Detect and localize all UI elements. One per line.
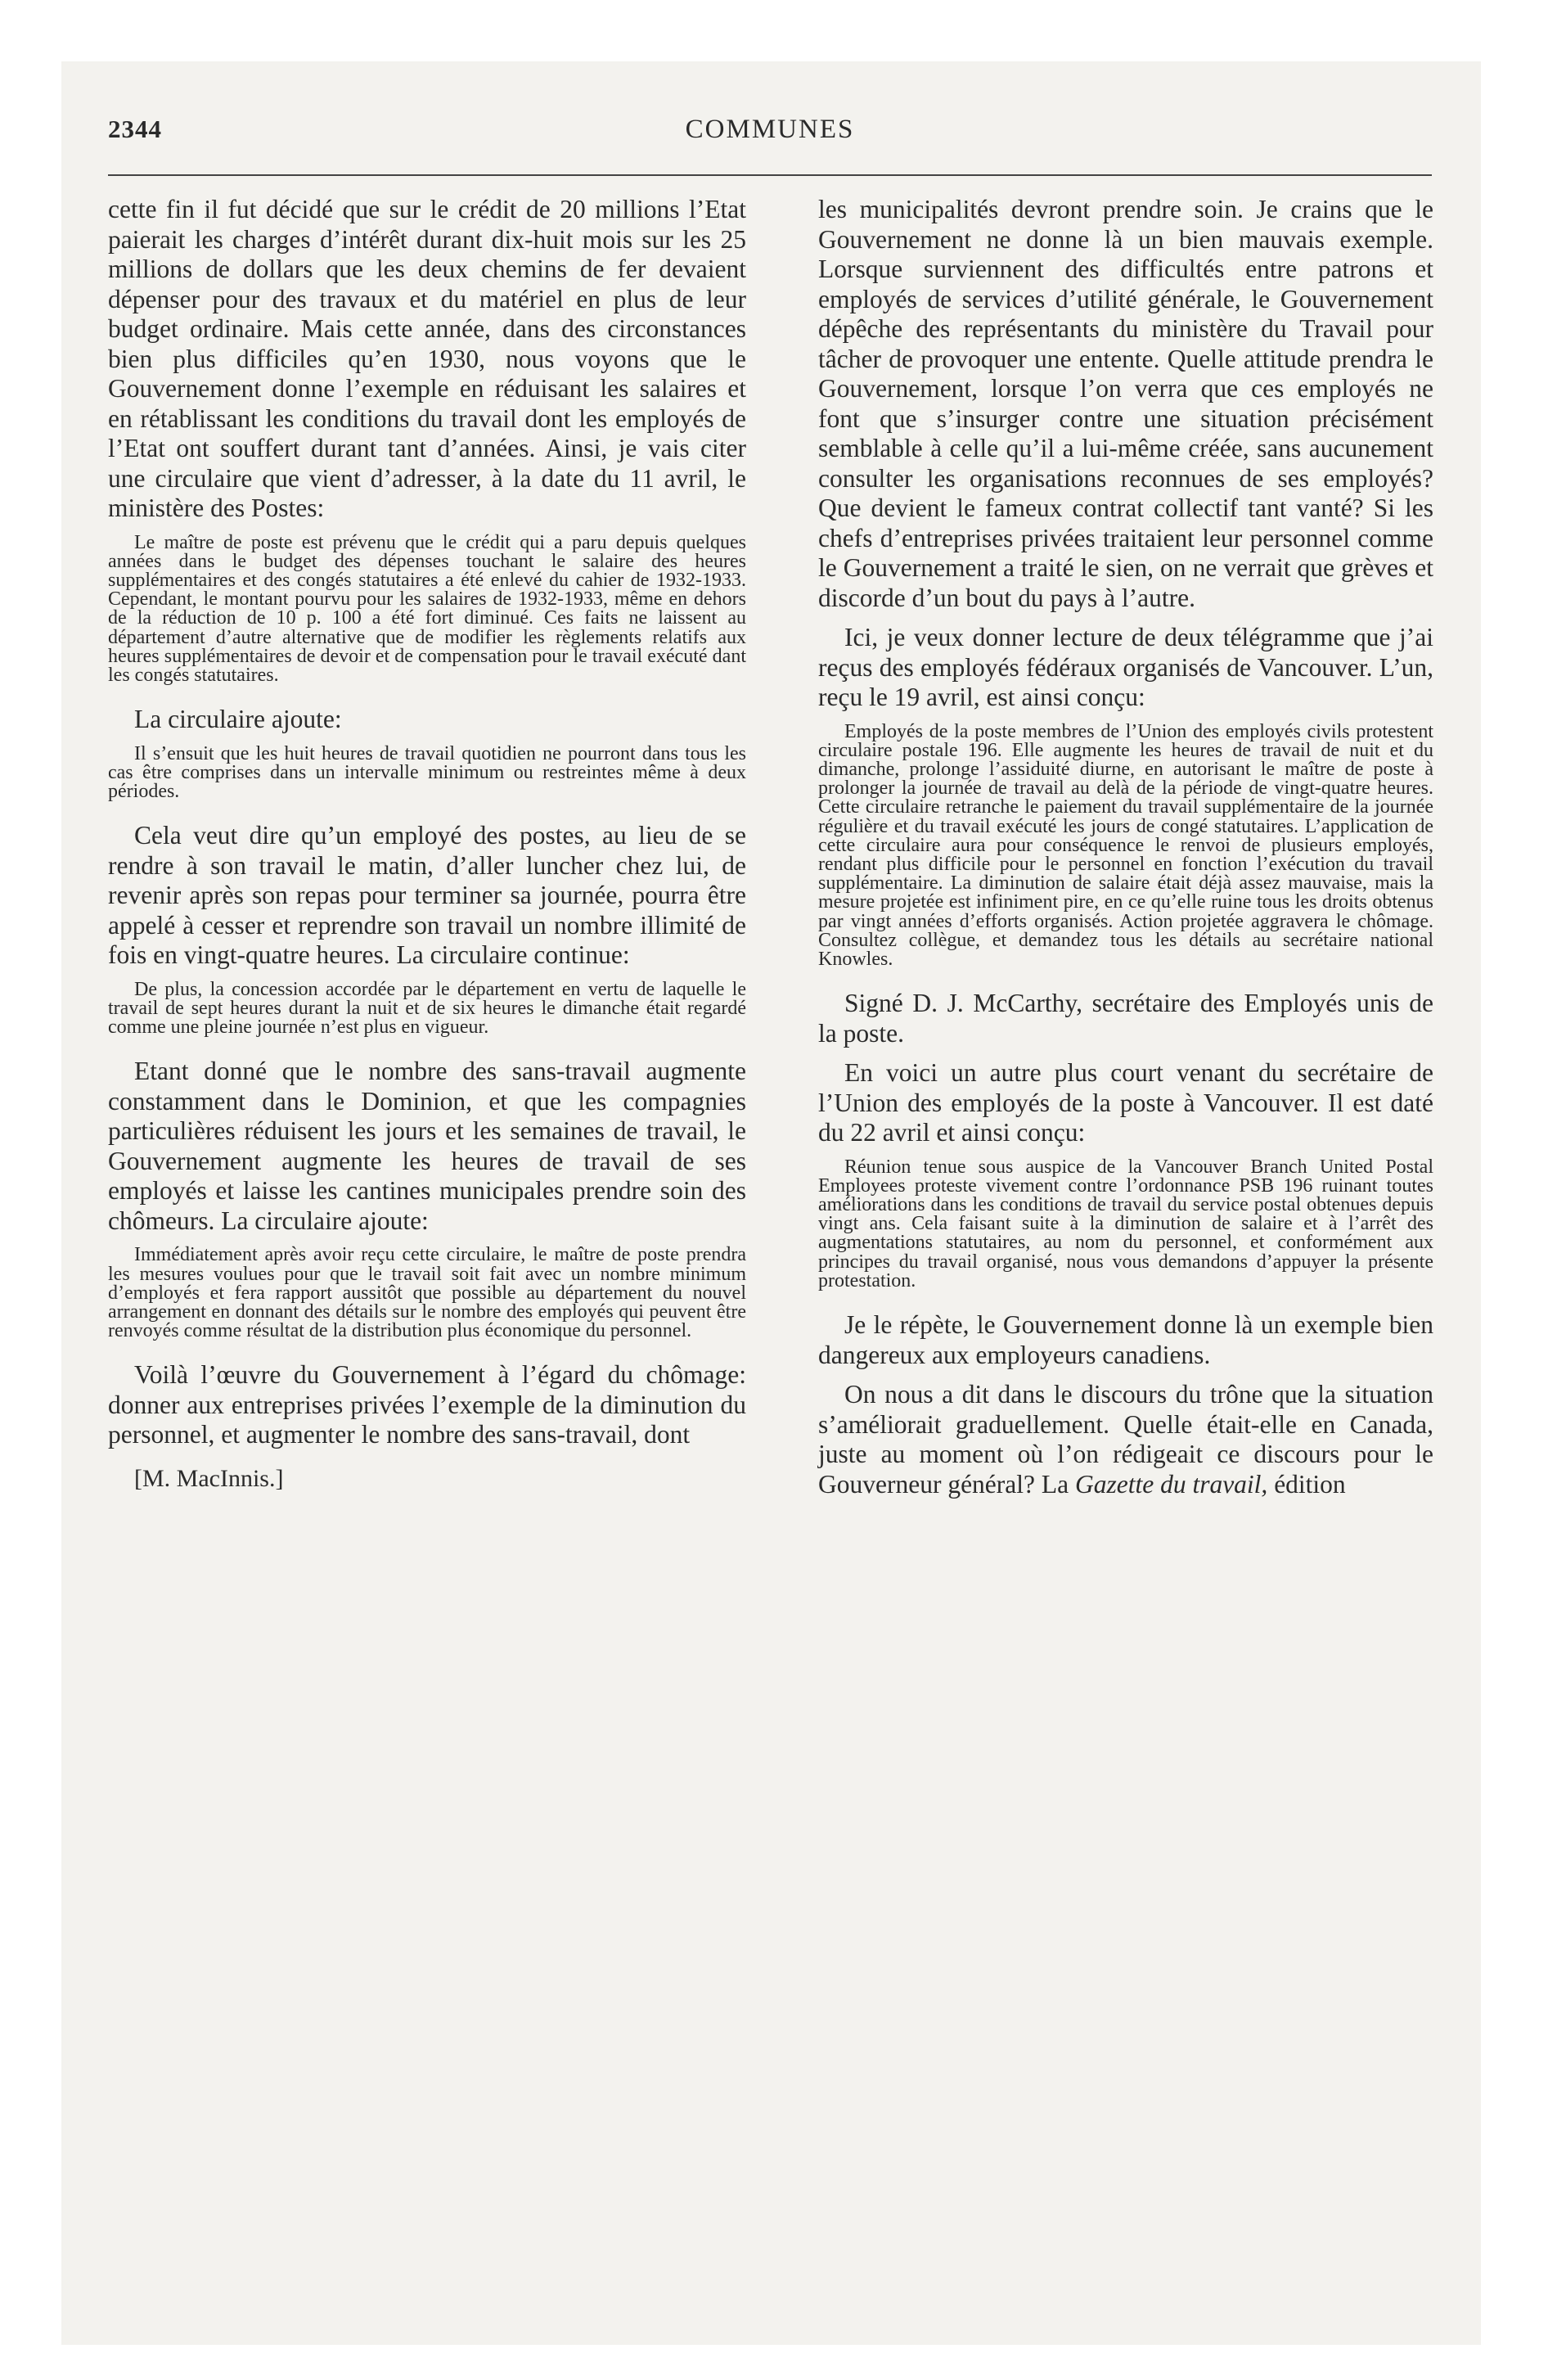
quotation: Il s’ensuit que les huit heures de travail quotidien ne pourront dans tous les cas être comprises dans un intervalle minimum ou restreintes même à deux périodes. bbox=[108, 742, 746, 803]
page-header bbox=[108, 115, 1432, 154]
paragraph-text: On nous a dit dans le discours du trône que la situation s’améliorait graduellement. Quelle était-elle en Canada, juste au moment où l’on rédigeait ce discours pour le Gouverneur général? La bbox=[818, 1380, 1433, 1499]
header-rule bbox=[108, 174, 1432, 176]
quotation: De plus, la concession accordée par le département en vertu de laquelle le travail de sept heures durant la nuit et de six heures le dimanche était regardé comme une pleine journée n’est plus en vigueur. bbox=[108, 978, 746, 1039]
quotation: Immédiatement après avoir reçu cette circulaire, le maître de poste prendra les mesures voulues pour que le travail soit fait avec un nombre minimum d’employés et fera rapport aussitôt que possible au département du nouvel arrangement en donnant des détails sur le nombre des employés qui peuvent être renvoyés comme résultat de la distribution plus économique du personnel. bbox=[108, 1244, 746, 1342]
publication-title: Gazette du travail, bbox=[1074, 1469, 1268, 1499]
paragraph: Ici, je veux donner lecture de deux télégramme que j’ai reçus des employés fédéraux organisés de Vancouver. L’un, reçu le 19 avril, est ainsi conçu: bbox=[818, 623, 1433, 711]
paragraph: les municipalités devront prendre soin. Je crains que le Gouvernement ne donne là un bien mauvais exemple. Lorsque surviennent des difficultés entre patrons et employés de services d’utilité générale, le Gouvernement dépêche des représentants du ministère du Travail pour tâcher de provoquer une entente. Quelle attitude prendra le Gouvernement, lorsque l’on verra que ces employés ne font que s’insurger contre une situation précisément semblable à celle qu’il a lui-même créée, sans aucunement consulter les organisations reconnues de ses employés? Que devient le fameux contrat collectif tant vanté? Si les chefs d’entreprises privées traitaient leur personnel comme le Gouvernement a traité le sien, on ne verrait que grèves et discorde d’un bout du pays à l’autre. bbox=[818, 195, 1433, 612]
paragraph bbox=[818, 1380, 1433, 1499]
right-column bbox=[818, 195, 1433, 1509]
paragraph-text: édition bbox=[1267, 1469, 1346, 1499]
paragraph: En voici un autre plus court venant du secrétaire de l’Union des employés de la poste à Vancouver. Il est daté du 22 avril et ainsi conçu: bbox=[818, 1058, 1433, 1147]
paragraph: cette fin il fut décidé que sur le crédit de 20 millions l’Etat paierait les charges d’intérêt durant dix-huit mois sur les 25 millions de dollars que les deux chemins de fer devaient dépenser pour des travaux et du matériel en plus de leur budget ordinaire. Mais cette année, dans des circonstances bien plus difficiles qu’en 1930, nous voyons que le Gouvernement donne l’exemple en réduisant les salaires et en rétablissant les conditions du travail dont les employés de l’Etat ont souffert durant tant d’années. Ainsi, je vais citer une circulaire que vient d’adresser, à la date du 11 avril, le ministère des Postes: bbox=[108, 195, 746, 522]
running-head: COMMUNES bbox=[685, 115, 855, 144]
quotation: Employés de la poste membres de l’Union des employés civils protestent circulaire postale 196. Elle augmente les heures de travail de nuit et du dimanche, prolonge l’assiduité diurne, en autorisant le maître de poste à prolonger la journée de travail au delà de la période de vingt-quatre heures. Cette circulaire retranche le paiement du travail supplémentaire de la journée régulière et du travail exécuté les jours de congé statutaires. L’application de cette circulaire aura pour conséquence le renvoi de plusieurs employés, rendant plus difficile pour le personnel en fonction l’exécution du travail supplémentaire. La diminution de salaire était déjà assez mauvaise, mais la mesure projetée est infiniment pire, en ce qu’elle ruine tous les droits obtenus par vingt années d’efforts organisés. Action projetée aggravera le chômage. Consultez collègue, et demandez tous les détails au secrétaire national Knowles. bbox=[818, 720, 1433, 970]
paragraph: La circulaire ajoute: bbox=[134, 705, 342, 734]
quotation: Réunion tenue sous auspice de la Vancouver Branch United Postal Employees proteste vivement contre l’ordonnance PSB 196 ruinant toutes améliorations dans les conditions de travail du service postal obtenues depuis vingt ans. Cela faisant suite à la diminution de salaire et à l’arrêt des augmentations statutaires, au nom du personnel, et conformément aux principes du travail organisé, nous vous demandons d’appuyer la présente protestation. bbox=[818, 1156, 1433, 1291]
paragraph: Cela veut dire qu’un employé des postes, au lieu de se rendre à son travail le matin, d’aller luncher chez lui, de revenir après son repas pour terminer sa journée, pourra être appelé à cesser et reprendre son travail un nombre illimité de fois en vingt-quatre heures. La circulaire continue: bbox=[108, 821, 746, 970]
paragraph: Je le répète, le Gouvernement donne là un exemple bien dangereux aux employeurs canadiens. bbox=[818, 1310, 1433, 1369]
speaker-attribution: [M. MacInnis.] bbox=[134, 1464, 284, 1492]
quotation: Le maître de poste est prévenu que le crédit qui a paru depuis quelques années dans le budget des dépenses touchant le salaire des heures supplémentaires et des congés statutaires a été enlevé du cahier de 1932-1933. Cependant, le montant pourvu pour les salaires de 1932-1933, même en dehors de la réduction de 10 p. 100 a été fort diminué. Ces faits ne laissent au département d’autre alternative que de modifier les règlements relatifs aux heures supplémentaires de devoir et de compensation pour le travail exécuté dant les congés statutaires. bbox=[108, 531, 746, 686]
paragraph: Etant donné que le nombre des sans-travail augmente constamment dans le Dominion, et que les compagnies particulières réduisent les jours et les semaines de travail, le Gouvernement augmente les heures de travail de ses employés et laisse les cantines municipales prendre soin des chômeurs. La circulaire ajoute: bbox=[108, 1057, 746, 1235]
paragraph: Voilà l’œuvre du Gouvernement à l’égard du chômage: donner aux entreprises privées l’exemple de la diminution du personnel, et augmenter le nombre des sans-travail, dont bbox=[108, 1360, 746, 1449]
left-column bbox=[108, 195, 746, 1493]
paragraph: Signé D. J. McCarthy, secrétaire des Employés unis de la poste. bbox=[818, 989, 1433, 1048]
page-number: 2344 bbox=[108, 115, 162, 143]
